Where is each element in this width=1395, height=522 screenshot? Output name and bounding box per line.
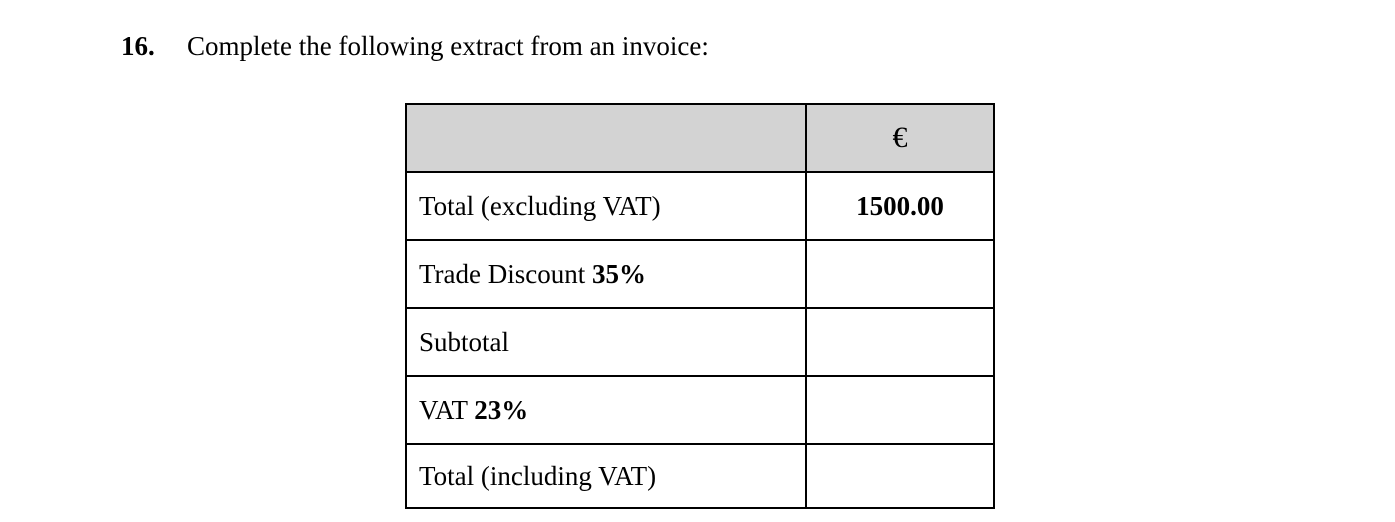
amount-cell-trade-discount[interactable]: [806, 240, 994, 308]
description-header-cell: [406, 104, 806, 172]
row-label-cell: [406, 308, 806, 376]
row-label-rate: 35%: [592, 258, 646, 289]
amount-cell-total-including-vat[interactable]: [806, 444, 994, 508]
amount-cell-total-excluding-vat: 1500.00: [806, 172, 994, 240]
table-row-subtotal: [406, 308, 994, 376]
row-label-cell: [406, 376, 806, 444]
euro-symbol: €: [892, 121, 908, 154]
row-label-cell: [406, 172, 806, 240]
amount-cell-vat[interactable]: [806, 376, 994, 444]
row-label-cell: [406, 240, 806, 308]
table-row-vat: [406, 376, 994, 444]
row-label-rate: 23%: [474, 394, 529, 425]
table-row-trade-discount: [406, 240, 994, 308]
row-label: Subtotal: [419, 326, 510, 357]
currency-header-cell: [806, 104, 994, 172]
question-text: Complete the following extract from an invoice:: [187, 31, 709, 61]
row-label-cell: [406, 444, 806, 508]
row-label: Trade Discount: [419, 258, 592, 289]
invoice-extract-table: [405, 103, 995, 509]
row-label: Total (including VAT): [419, 460, 657, 491]
table-header-row: [406, 104, 994, 172]
row-label: VAT: [419, 394, 475, 425]
row-label: Total (excluding VAT): [419, 190, 661, 221]
amount-cell-subtotal[interactable]: [806, 308, 994, 376]
question-number: 16.: [121, 31, 155, 61]
question-heading: [121, 28, 709, 64]
table-row-total-excluding-vat: [406, 172, 994, 240]
table-row-total-including-vat: [406, 444, 994, 508]
